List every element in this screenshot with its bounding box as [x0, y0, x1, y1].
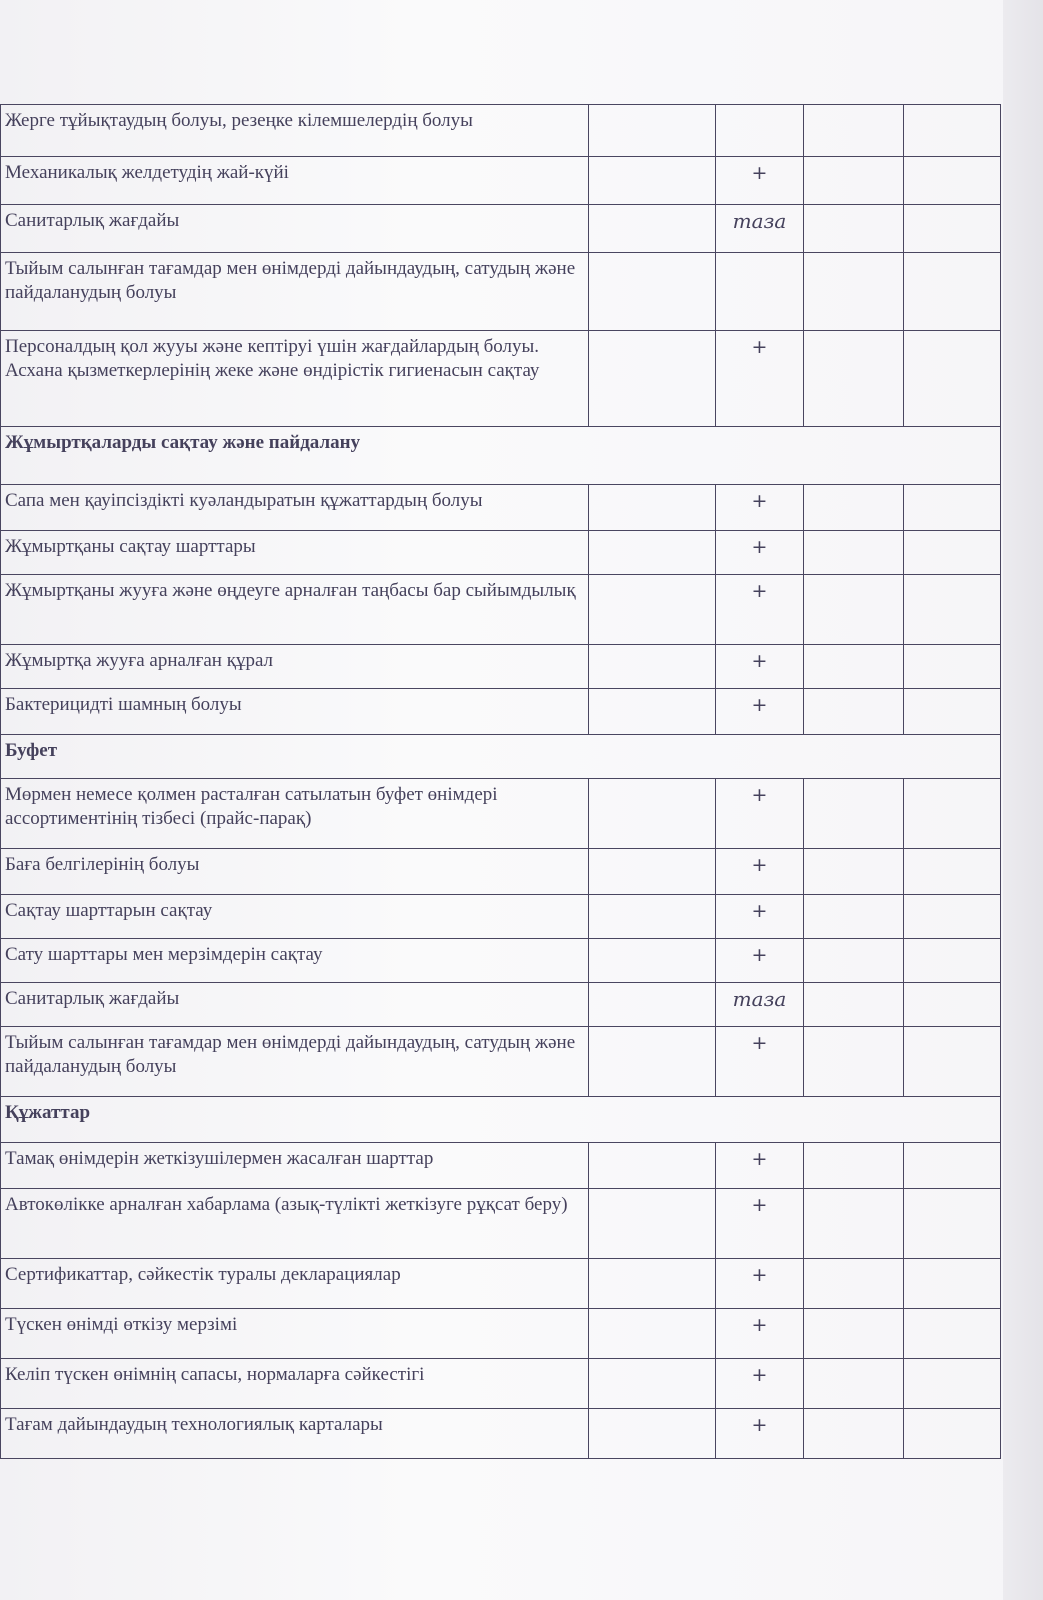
empty-cell [804, 253, 904, 331]
empty-cell [589, 331, 716, 427]
empty-cell [904, 1259, 1001, 1309]
table-row [1, 849, 1001, 895]
table-row [1, 105, 1001, 157]
checklist-table [0, 104, 1001, 1459]
criterion-label: Жұмыртқаны сақтау шарттары [1, 531, 589, 575]
page-edge-shadow [1003, 0, 1043, 1600]
empty-cell [589, 939, 716, 983]
table-row [1, 1027, 1001, 1097]
empty-cell [589, 849, 716, 895]
empty-cell [904, 575, 1001, 645]
empty-cell [804, 157, 904, 205]
empty-cell [589, 531, 716, 575]
table-row [1, 485, 1001, 531]
empty-cell [589, 105, 716, 157]
handwritten-mark: таза [716, 983, 804, 1027]
table-row [1, 1309, 1001, 1359]
table-row [1, 689, 1001, 735]
handwritten-mark: + [716, 645, 804, 689]
section-heading: Буфет [1, 735, 1001, 779]
empty-cell [904, 689, 1001, 735]
handwritten-mark: + [716, 1309, 804, 1359]
empty-cell [904, 331, 1001, 427]
section-heading: Құжаттар [1, 1097, 1001, 1143]
empty-cell [804, 485, 904, 531]
empty-cell [804, 1359, 904, 1409]
criterion-label: Сертификаттар, сәйкестік туралы декларациялар [1, 1259, 589, 1309]
empty-cell [804, 1309, 904, 1359]
empty-cell [589, 485, 716, 531]
empty-cell [589, 1309, 716, 1359]
empty-cell [804, 205, 904, 253]
empty-cell [589, 689, 716, 735]
empty-cell [804, 939, 904, 983]
table-row [1, 1143, 1001, 1189]
table-row [1, 895, 1001, 939]
empty-cell [589, 1143, 716, 1189]
section-heading: Жұмыртқаларды сақтау және пайдалану [1, 427, 1001, 485]
table-row [1, 157, 1001, 205]
criterion-label: Келіп түскен өнімнің сапасы, нормаларға сәйкестігі [1, 1359, 589, 1409]
table-row [1, 1409, 1001, 1459]
empty-cell [904, 895, 1001, 939]
table-row [1, 205, 1001, 253]
empty-cell [804, 531, 904, 575]
handwritten-mark: + [716, 779, 804, 849]
empty-cell [589, 575, 716, 645]
empty-cell [904, 531, 1001, 575]
criterion-label: Тыйым салынған тағамдар мен өнімдерді дайындаудың, сатудың және пайдаланудың болуы [1, 253, 589, 331]
handwritten-mark: + [716, 1359, 804, 1409]
empty-cell [904, 983, 1001, 1027]
empty-cell [904, 1027, 1001, 1097]
empty-cell [589, 1259, 716, 1309]
empty-cell [904, 1189, 1001, 1259]
handwritten-mark: + [716, 1189, 804, 1259]
criterion-label: Персоналдың қол жууы және кептіруі үшін жағдайлардың болуы. Асхана қызметкерлерінің жеке және өндірістік гигиенасын сақтау [1, 331, 589, 427]
criterion-label: Тамақ өнімдерін жеткізушілермен жасалған шарттар [1, 1143, 589, 1189]
table-row [1, 1259, 1001, 1309]
handwritten-mark [716, 253, 804, 331]
empty-cell [589, 1409, 716, 1459]
empty-cell [589, 1027, 716, 1097]
empty-cell [804, 1409, 904, 1459]
handwritten-mark: + [716, 895, 804, 939]
criterion-label: Жерге тұйықтаудың болуы, резеңке кілемшелердің болуы [1, 105, 589, 157]
table-row [1, 779, 1001, 849]
empty-cell [804, 983, 904, 1027]
empty-cell [904, 253, 1001, 331]
section-row [1, 427, 1001, 485]
empty-cell [589, 1359, 716, 1409]
empty-cell [804, 689, 904, 735]
table-row [1, 983, 1001, 1027]
table-row [1, 331, 1001, 427]
empty-cell [804, 895, 904, 939]
table-row [1, 253, 1001, 331]
empty-cell [904, 105, 1001, 157]
handwritten-mark: + [716, 531, 804, 575]
criterion-label: Жұмыртқа жууға арналған құрал [1, 645, 589, 689]
empty-cell [904, 205, 1001, 253]
empty-cell [589, 779, 716, 849]
empty-cell [804, 575, 904, 645]
empty-cell [589, 645, 716, 689]
section-row [1, 735, 1001, 779]
empty-cell [904, 645, 1001, 689]
criterion-label: Жұмыртқаны жууға және өңдеуге арналған таңбасы бар сыйымдылық [1, 575, 589, 645]
handwritten-mark: таза [716, 205, 804, 253]
empty-cell [804, 849, 904, 895]
criterion-label: Механикалық желдетудің жай-күйі [1, 157, 589, 205]
empty-cell [904, 1143, 1001, 1189]
table-row [1, 645, 1001, 689]
criterion-label: Бактерицидті шамның болуы [1, 689, 589, 735]
criterion-label: Сату шарттары мен мерзімдерін сақтау [1, 939, 589, 983]
handwritten-mark: + [716, 1409, 804, 1459]
handwritten-mark: + [716, 575, 804, 645]
empty-cell [589, 157, 716, 205]
handwritten-mark: + [716, 939, 804, 983]
empty-cell [804, 645, 904, 689]
empty-cell [589, 1189, 716, 1259]
criterion-label: Тыйым салынған тағамдар мен өнімдерді дайындаудың, сатудың және пайдаланудың болуы [1, 1027, 589, 1097]
section-row [1, 1097, 1001, 1143]
empty-cell [804, 1189, 904, 1259]
empty-cell [904, 485, 1001, 531]
empty-cell [589, 983, 716, 1027]
empty-cell [804, 105, 904, 157]
empty-cell [904, 1359, 1001, 1409]
criterion-label: Санитарлық жағдайы [1, 205, 589, 253]
empty-cell [589, 895, 716, 939]
empty-cell [589, 253, 716, 331]
table-row [1, 1359, 1001, 1409]
handwritten-mark: + [716, 157, 804, 205]
handwritten-mark: + [716, 849, 804, 895]
handwritten-mark: + [716, 1143, 804, 1189]
empty-cell [804, 779, 904, 849]
empty-cell [804, 1027, 904, 1097]
empty-cell [904, 1409, 1001, 1459]
criterion-label: Баға белгілерінің болуы [1, 849, 589, 895]
table-row [1, 531, 1001, 575]
empty-cell [804, 1143, 904, 1189]
empty-cell [904, 157, 1001, 205]
criterion-label: Сақтау шарттарын сақтау [1, 895, 589, 939]
empty-cell [804, 331, 904, 427]
empty-cell [904, 1309, 1001, 1359]
table-row [1, 575, 1001, 645]
table-row [1, 939, 1001, 983]
criterion-label: Санитарлық жағдайы [1, 983, 589, 1027]
criterion-label: Автокөлікке арналған хабарлама (азық-түлікті жеткізуге рұқсат беру) [1, 1189, 589, 1259]
criterion-label: Сапа мен қауіпсіздікті куәландыратын құжаттардың болуы [1, 485, 589, 531]
handwritten-mark: + [716, 331, 804, 427]
handwritten-mark [716, 105, 804, 157]
handwritten-mark: + [716, 1259, 804, 1309]
criterion-label: Түскен өнімді өткізу мерзімі [1, 1309, 589, 1359]
empty-cell [904, 939, 1001, 983]
handwritten-mark: + [716, 689, 804, 735]
empty-cell [904, 779, 1001, 849]
empty-cell [589, 205, 716, 253]
table-row [1, 1189, 1001, 1259]
handwritten-mark: + [716, 485, 804, 531]
empty-cell [904, 849, 1001, 895]
handwritten-mark: + [716, 1027, 804, 1097]
criterion-label: Мөрмен немесе қолмен расталған сатылатын буфет өнімдері ассортиментінің тізбесі (прайс-парақ) [1, 779, 589, 849]
criterion-label: Тағам дайындаудың технологиялық карталары [1, 1409, 589, 1459]
empty-cell [804, 1259, 904, 1309]
